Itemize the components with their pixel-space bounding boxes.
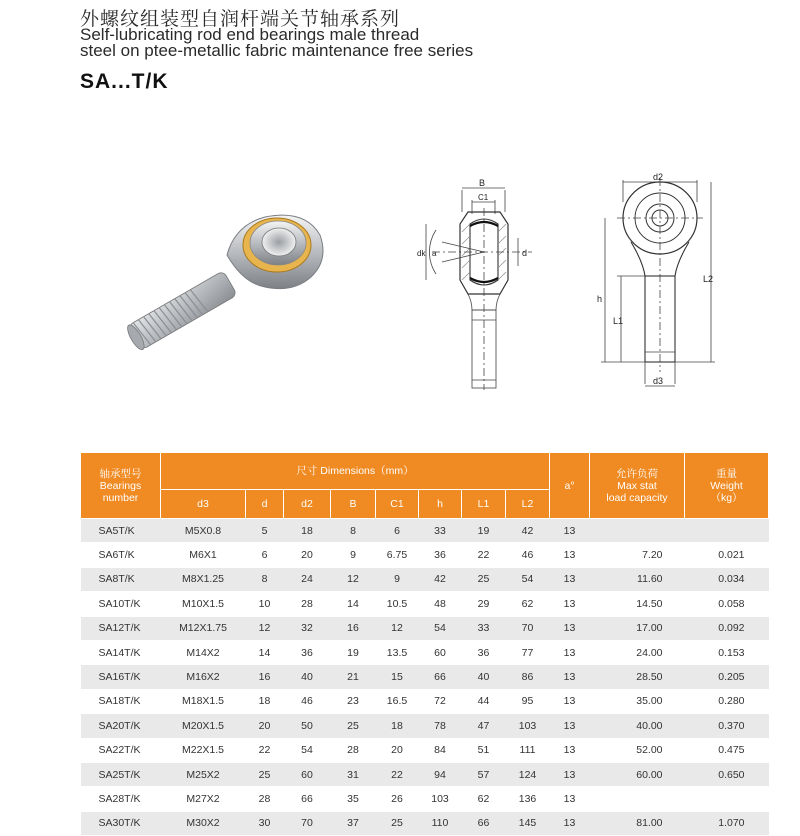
cell-d3: M10X1.5 [161, 592, 246, 616]
cell-weight: 0.475 [685, 738, 769, 762]
cell-d3: M27X2 [161, 787, 246, 811]
cell-b: 28 [331, 738, 376, 762]
label-h: h [597, 294, 603, 304]
cell-d2: 32 [284, 616, 331, 640]
cell-angle: 13 [550, 592, 590, 616]
cell-l1: 47 [462, 714, 506, 738]
cell-weight: 0.021 [685, 543, 769, 567]
table-row [81, 665, 769, 689]
cell-bearing: SA14T/K [81, 640, 161, 664]
cell-bearing: SA8T/K [81, 567, 161, 591]
cell-angle: 13 [550, 689, 590, 713]
header-B: B [331, 490, 376, 519]
cell-d3: M16X2 [161, 665, 246, 689]
cell-l2: 42 [506, 519, 550, 543]
cell-l1: 51 [462, 738, 506, 762]
cell-b: 21 [331, 665, 376, 689]
cell-l1: 62 [462, 787, 506, 811]
cell-l1: 44 [462, 689, 506, 713]
cell-b: 31 [331, 762, 376, 786]
title-english-line-2: steel on ptee-metallic fabric maintenance free series [80, 41, 474, 60]
cell-b: 8 [331, 519, 376, 543]
cell-b: 37 [331, 811, 376, 835]
cell-load: 24.00 [590, 640, 685, 664]
cell-c1: 18 [376, 714, 419, 738]
cell-load: 17.00 [590, 616, 685, 640]
cell-d: 6 [246, 543, 284, 567]
cell-angle: 13 [550, 811, 590, 835]
cell-h: 66 [419, 665, 462, 689]
cell-l1: 66 [462, 811, 506, 835]
cell-angle: 13 [550, 738, 590, 762]
cell-angle: 13 [550, 616, 590, 640]
cell-load: 35.00 [590, 689, 685, 713]
cell-h: 33 [419, 519, 462, 543]
label-d3: d3 [653, 376, 664, 386]
cell-c1: 20 [376, 738, 419, 762]
cell-d: 10 [246, 592, 284, 616]
cell-d3: M5X0.8 [161, 519, 246, 543]
label-a: a [432, 249, 437, 258]
cell-weight: 0.034 [685, 567, 769, 591]
cell-d: 12 [246, 616, 284, 640]
cell-h: 72 [419, 689, 462, 713]
cell-bearing: SA22T/K [81, 738, 161, 762]
cell-l2: 70 [506, 616, 550, 640]
cell-h: 36 [419, 543, 462, 567]
title-english-line-1: Self-lubricating rod end bearings male thread [80, 25, 420, 44]
cell-weight: 0.650 [685, 762, 769, 786]
table-row [81, 640, 769, 664]
cell-bearing: SA30T/K [81, 811, 161, 835]
cell-d2: 20 [284, 543, 331, 567]
cell-d2: 40 [284, 665, 331, 689]
cell-d: 20 [246, 714, 284, 738]
cell-b: 9 [331, 543, 376, 567]
cell-load [590, 519, 685, 543]
cell-d3: M30X2 [161, 811, 246, 835]
cell-d3: M12X1.75 [161, 616, 246, 640]
cell-l1: 25 [462, 567, 506, 591]
label-d2: d2 [653, 172, 664, 182]
cell-d2: 54 [284, 738, 331, 762]
cell-angle: 13 [550, 640, 590, 664]
cell-weight: 0.153 [685, 640, 769, 664]
cell-c1: 6 [376, 519, 419, 543]
cell-d: 18 [246, 689, 284, 713]
cell-weight: 0.058 [685, 592, 769, 616]
cell-weight: 1.070 [685, 811, 769, 835]
table-row [81, 714, 769, 738]
cell-h: 60 [419, 640, 462, 664]
cell-l1: 19 [462, 519, 506, 543]
cell-c1: 6.75 [376, 543, 419, 567]
header-C1: C1 [376, 490, 419, 519]
cell-h: 84 [419, 738, 462, 762]
cell-l1: 22 [462, 543, 506, 567]
cell-b: 35 [331, 787, 376, 811]
cell-d: 14 [246, 640, 284, 664]
cell-d2: 18 [284, 519, 331, 543]
cell-weight: 0.092 [685, 616, 769, 640]
cell-d3: M22X1.5 [161, 738, 246, 762]
header-bearing-number: 轴承型号 Bearings number [81, 453, 161, 519]
cell-l1: 36 [462, 640, 506, 664]
cell-c1: 9 [376, 567, 419, 591]
cell-weight [685, 519, 769, 543]
header-weight: 重量 Weight （kg） [685, 453, 769, 519]
table-row [81, 738, 769, 762]
cell-angle: 13 [550, 787, 590, 811]
cell-b: 16 [331, 616, 376, 640]
cell-weight [685, 787, 769, 811]
cell-angle: 13 [550, 665, 590, 689]
table-row [81, 762, 769, 786]
cell-angle: 13 [550, 567, 590, 591]
cell-d2: 46 [284, 689, 331, 713]
table-row [81, 811, 769, 835]
cell-bearing: SA6T/K [81, 543, 161, 567]
cell-d3: M18X1.5 [161, 689, 246, 713]
label-L1: L1 [613, 316, 624, 326]
cell-load: 28.50 [590, 665, 685, 689]
header-d3: d3 [161, 490, 246, 519]
cell-d: 30 [246, 811, 284, 835]
cell-c1: 25 [376, 811, 419, 835]
cell-c1: 12 [376, 616, 419, 640]
cell-bearing: SA28T/K [81, 787, 161, 811]
cell-weight: 0.370 [685, 714, 769, 738]
cell-bearing: SA16T/K [81, 665, 161, 689]
cell-l2: 77 [506, 640, 550, 664]
dimensions-table [80, 452, 769, 836]
table-row [81, 519, 769, 543]
series-code: SA...T/K [80, 70, 169, 93]
cell-c1: 15 [376, 665, 419, 689]
cell-b: 19 [331, 640, 376, 664]
cell-l1: 40 [462, 665, 506, 689]
cell-h: 94 [419, 762, 462, 786]
cell-load: 60.00 [590, 762, 685, 786]
cell-angle: 13 [550, 762, 590, 786]
cell-weight: 0.280 [685, 689, 769, 713]
table-row [81, 567, 769, 591]
header-L1: L1 [462, 490, 506, 519]
cell-l2: 95 [506, 689, 550, 713]
table-row [81, 592, 769, 616]
cell-h: 110 [419, 811, 462, 835]
cell-load: 11.60 [590, 567, 685, 591]
label-d: d [522, 248, 528, 258]
cell-bearing: SA25T/K [81, 762, 161, 786]
cell-d2: 66 [284, 787, 331, 811]
cell-bearing: SA12T/K [81, 616, 161, 640]
label-dk: dk [417, 249, 426, 258]
table-row [81, 787, 769, 811]
cell-d2: 28 [284, 592, 331, 616]
table-row [81, 689, 769, 713]
cell-load [590, 787, 685, 811]
cell-d: 22 [246, 738, 284, 762]
cell-c1: 10.5 [376, 592, 419, 616]
cell-l1: 57 [462, 762, 506, 786]
cell-load: 40.00 [590, 714, 685, 738]
cell-l1: 29 [462, 592, 506, 616]
cell-d2: 60 [284, 762, 331, 786]
header-d: d [246, 490, 284, 519]
cell-l2: 136 [506, 787, 550, 811]
cell-angle: 13 [550, 519, 590, 543]
cell-l2: 103 [506, 714, 550, 738]
label-B: B [479, 178, 486, 188]
cell-h: 42 [419, 567, 462, 591]
cell-h: 103 [419, 787, 462, 811]
cell-h: 78 [419, 714, 462, 738]
label-L2: L2 [703, 274, 714, 284]
cell-bearing: SA20T/K [81, 714, 161, 738]
cell-l2: 86 [506, 665, 550, 689]
cell-h: 54 [419, 616, 462, 640]
header-d2: d2 [284, 490, 331, 519]
cell-d: 5 [246, 519, 284, 543]
cell-d: 16 [246, 665, 284, 689]
cell-l2: 62 [506, 592, 550, 616]
cell-load: 14.50 [590, 592, 685, 616]
cell-angle: 13 [550, 714, 590, 738]
cell-l1: 33 [462, 616, 506, 640]
cell-h: 48 [419, 592, 462, 616]
front-view-drawing [595, 172, 725, 397]
cell-b: 14 [331, 592, 376, 616]
cell-l2: 54 [506, 567, 550, 591]
cell-d3: M25X2 [161, 762, 246, 786]
cell-bearing: SA18T/K [81, 689, 161, 713]
cell-d: 25 [246, 762, 284, 786]
cell-d3: M6X1 [161, 543, 246, 567]
cell-bearing: SA10T/K [81, 592, 161, 616]
cell-d2: 24 [284, 567, 331, 591]
cell-load: 7.20 [590, 543, 685, 567]
cell-d2: 50 [284, 714, 331, 738]
cell-bearing: SA5T/K [81, 519, 161, 543]
cell-weight: 0.205 [685, 665, 769, 689]
cell-load: 52.00 [590, 738, 685, 762]
cell-angle: 13 [550, 543, 590, 567]
header-h: h [419, 490, 462, 519]
label-C1: C1 [478, 193, 489, 202]
table-row [81, 543, 769, 567]
cell-b: 25 [331, 714, 376, 738]
header-L2: L2 [506, 490, 550, 519]
cell-l2: 46 [506, 543, 550, 567]
cell-c1: 16.5 [376, 689, 419, 713]
cell-l2: 124 [506, 762, 550, 786]
side-section-drawing [412, 172, 552, 397]
cell-c1: 22 [376, 762, 419, 786]
header-load-capacity: 允许负荷 Max stat load capacity [590, 453, 685, 519]
cell-d3: M8X1.25 [161, 567, 246, 591]
title-chinese: 外螺纹组装型自润杆端关节轴承系列 [80, 8, 401, 30]
cell-load: 81.00 [590, 811, 685, 835]
cell-l2: 145 [506, 811, 550, 835]
cell-b: 23 [331, 689, 376, 713]
rod-end-bearing-photo [115, 195, 330, 355]
cell-d: 28 [246, 787, 284, 811]
cell-d2: 36 [284, 640, 331, 664]
cell-d2: 70 [284, 811, 331, 835]
cell-c1: 26 [376, 787, 419, 811]
cell-d3: M20X1.5 [161, 714, 246, 738]
cell-d: 8 [246, 567, 284, 591]
cell-c1: 13.5 [376, 640, 419, 664]
header-angle: a° [550, 453, 590, 519]
cell-d3: M14X2 [161, 640, 246, 664]
header-dimensions: 尺寸 Dimensions（mm） [161, 453, 550, 490]
table-row [81, 616, 769, 640]
cell-b: 12 [331, 567, 376, 591]
cell-l2: 111 [506, 738, 550, 762]
